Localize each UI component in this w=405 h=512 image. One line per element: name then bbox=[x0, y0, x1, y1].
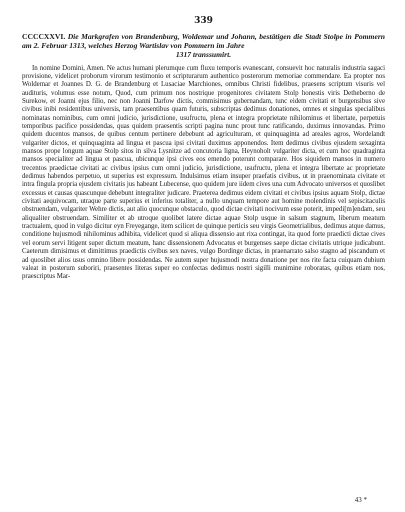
page-number: 339 bbox=[194, 16, 213, 26]
charter-title-last-line: 1317 transsumirt. bbox=[175, 50, 232, 60]
charter-heading bbox=[22, 32, 385, 60]
charter-body-text: In nomine Domini, Amen. Ne actus humani plerumque cum fluxu temporis evanescant, consuevit hoc naturalis industria sagaci provisione, videlicet proborum virorum testimonio et scripturarum authentico posterorum memoriae commendare. Ea propter nos Woldemar et Joannes D. G. de Brandenburg et Lusaciae Marchiones, omnibus Christi fidelibus, praesens scriptum visuris vel audituris, volumus esse notum, Quod, cum primum nos nostrique progenitores civitatem Stolp honestis viris Detheberno de Surekow, et Joanni ejus filio, nec non Joanni Darfow dictis, commisimus gubernandam, tunc eidem civitati et burgensibus sive civibus inibi residentibus universis, tam praesentibus quam futuris, subscriptas dedimus donationes, omnes et singulas specialibus nominatas nominibus, cum omni judicio, jurisdictione, usufructu, plena et integra proprietate nihilominus et libertate, perpetuis temporibus pacifice possidendas, quas quidem praesentis scripti pagina nunc prout tunc ratificando, duximus innovandas. Primo quidem ducentos mansos, de quibus centum pertinere debebunt ad agriculturam, et quinquaginta ad areales agros, Wordelandt vulgariter dictos, et quinquaginta ad lingua et pascua ipsi civitati duximus apponendos. Item dedimus civibus ejusdem sexaginta mansos prope longum aquae Stolp sitos in silva Lysnitze ad concutoria ligna, Heynoholt vulgariter dicta, et cum hoc quadraginta mansos specialiter ad lingua et pascua, ubicunque ipsi cives eos emendo poterunt comparare. Hos siquidem mansos in numero trecentos praedictae civitati ac civibus ipsius cum omni judicio, jurisdictione, usufructu, plena et integra libertate ac proprietate dedimus habendos perpetuo, ut superius est expressum. Indulsimus etiam insuper praefatis civibus, ut in praenominata civitate et intra fingula propria ejusdem civitatis jus habeant Lubecense, quo quidem jure iidem cives una cum Advocato universos et quoslibet excessus et causas quascunque debebunt integraliter judicare. Praeterea dedimus eidem civitati et civibus ipsius aquam Stolp, dictae civitati aequivocam, utraque parte superius et inferius totaliter, a nullo unquam tempore aut homine molendinis vel sepiscitaculis obstruendam, vulgariter Wehre dictis, aut alio quocunque obstaculo, quod dictae civitati nocivum esse poterit, impedi[m]endam, seu aliqualiter obstruendam. Similiter et ab utroque quolibet latere dictae aquae Stolp usque in salsum stagnum, liberum meatum tractualem, quod in vulgo dicitur eyn Freyegange, item scilicet de quinque perticis seu virgis Geometrialibus, dedimus atque damus, conditione hujusmodi nihilominus adhibita, videlicet quod si aliqua dissensio aut rixa contingat, ita quod forte praedicti dictae cives vel eorum servi litigent super dictum meatum, hanc dissensionem Advocatus et burgenses saepe dictae civitatis utrique judicabunt. Caeterum dimisimus et dimittimus praedictis civibus sex naves, vulgo Bordinge dictas, in praenarrato salso stagno ad piscandum et ad quoslibet alios usus omnino libere possidendas. Ne autem super hujusmodi nostra donatione per nos rite facta cuiquam dubium valeat in posterum suboriri, praesentes literas super eo confectas dedimus nostri sigilli munimine roboratas, quibus etiam nos, praescriptus Mar- bbox=[22, 64, 385, 281]
charter-title: Die Markgrafen von Brandenburg, Woldemar und Johann, bestätigen die Stadt Stolpe in Pommern am 2. Februar 1313, welches Herzog Wartislav von Pommern im Jahre bbox=[22, 32, 385, 51]
signature-mark: 43 * bbox=[354, 496, 367, 504]
charter-number: CCCCXXVI. bbox=[22, 32, 66, 41]
